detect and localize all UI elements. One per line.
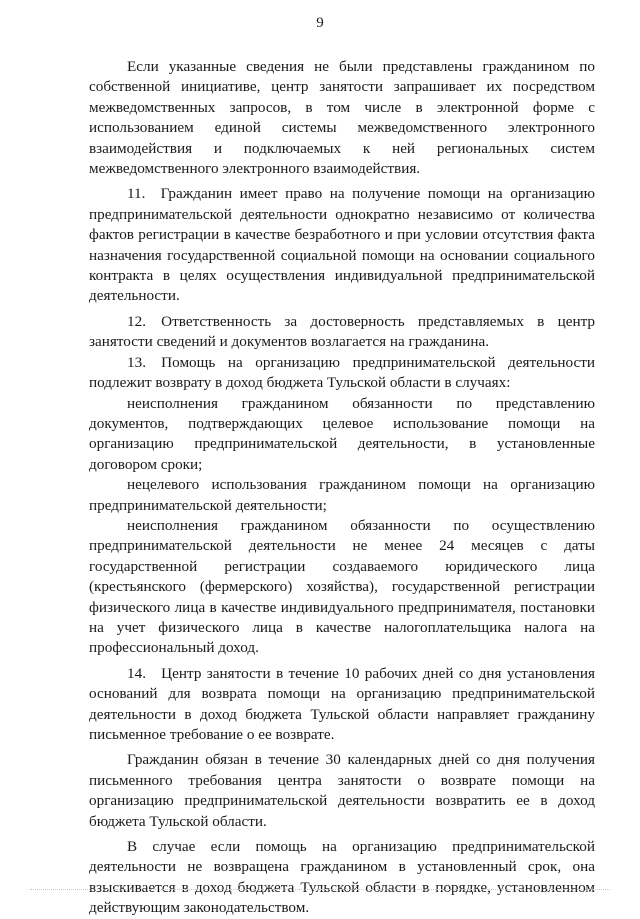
paragraph-item-11: 11. Гражданин имеет право на получение помощи на организацию предпринимательской деятельности однократно независимо от количества фактов регистрации в качестве безработного и при условии отсутствия факта назначения государственной социальной помощи на основании социального контракта в целях осуществления индивидуальной предпринимательской деятельности. xyxy=(89,185,595,305)
paragraph-item-12: 12. Ответственность за достоверность представляемых в центр занятости сведений и документов возлагается на гражданина. xyxy=(89,312,595,351)
page-number: 9 xyxy=(316,15,324,31)
paragraph-case-misuse: нецелевого использования гражданином помощи на организацию предпринимательской деятельности; xyxy=(89,476,595,514)
paragraph-recovery: В случае если помощь на организацию предпринимательской деятельности не возвращена гражданином в установленный срок, она взыскивается в доход бюджета Тульской области в порядке, установленном действующим законодательством. xyxy=(89,838,595,917)
paragraph-citizen-obligation: Гражданин обязан в течение 30 календарных дней со дня получения письменного требования центра занятости о возврате помощи на организацию предпринимательской деятельности возвратить ее в доход бюджета Тульской области. xyxy=(89,751,595,830)
document-body xyxy=(89,57,595,919)
paragraph-case-24-months: неисполнения гражданином обязанности по осуществлению предпринимательской деятельности не менее 24 месяцев с даты государственной регистрации создаваемого юридического лица (крестьянского (фермерского) хозяйства), государственной регистрации физического лица в качестве индивидуального предпринимателя, постановки на учет физического лица в качестве налогоплательщика налога на профессиональный доход. xyxy=(89,516,595,657)
paragraph-item-13: 13. Помощь на организацию предпринимательской деятельности подлежит возврату в доход бюджета Тульской области в случаях: xyxy=(89,353,595,392)
paragraph-item-14: 14. Центр занятости в течение 10 рабочих дней со дня установления оснований для возврата помощи на организацию предпринимательской деятельности в доход бюджета Тульской области направляет гражданину письменное требование о ее возврате. xyxy=(89,664,595,743)
footer-scan-line xyxy=(30,889,610,890)
paragraph-info-request: Если указанные сведения не были представлены гражданином по собственной инициативе, центр занятости запрашивает их посредством межведомственных запросов, в том числе в электронной форме с использованием единой системы межведомственного электронного взаимодействия и подключаемых к ней региональных систем межведомственного электронного взаимодействия. xyxy=(89,58,595,178)
paragraph-case-documents: неисполнения гражданином обязанности по представлению документов, подтверждающих целевое использование помощи на организацию предпринимательской деятельности, в установленные договором сроки; xyxy=(89,394,595,473)
